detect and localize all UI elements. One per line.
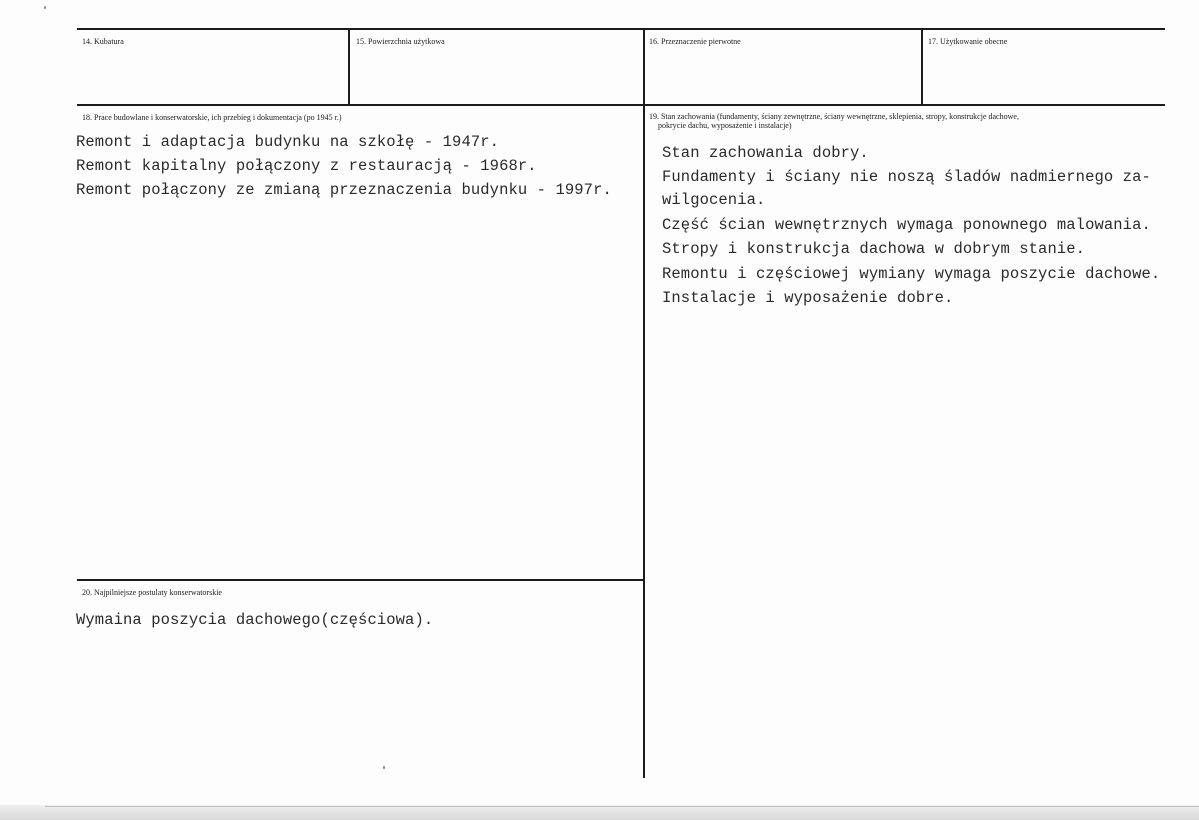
field-19-line: Remontu i częściowej wymiany wymaga poszycie dachowe. [662, 265, 1161, 283]
paper-edge [0, 805, 1199, 820]
field-19-label-line2: pokrycie dachu, wyposażenie i instalacje) [658, 121, 792, 130]
field-16-label: 16. Przeznaczenie pierwotne [649, 37, 741, 46]
field-19-line: Instalacje i wyposażenie dobre. [662, 289, 954, 307]
field-19-line: Fundamenty i ściany nie noszą śladów nadmiernego za- [662, 168, 1151, 186]
field-19-line: wilgocenia. [662, 191, 766, 209]
field-18-label: 18. Prace budowlane i konserwatorskie, ich przebieg i dokumentacja (po 1945 r.) [82, 113, 342, 122]
field-19-line: Stropy i konstrukcja dachowa w dobrym stanie. [662, 240, 1086, 258]
scan-speck [383, 766, 385, 769]
field-18-line: Remont kapitalny połączony z restauracją - 1968r. [76, 157, 537, 175]
field-15-label: 15. Powierzchnia użytkowa [356, 37, 445, 46]
paper-edge-line [45, 806, 1199, 807]
field-18-line: Remont i adaptacja budynku na szkołę - 1947r. [76, 133, 500, 151]
field-19-line: Część ścian wewnętrznych wymaga ponownego malowania. [662, 216, 1151, 234]
field-18-line: Remont połączony ze zmianą przeznaczenia budynku - 1997r. [76, 181, 612, 199]
scan-speck [44, 6, 46, 9]
col-divider-16-17 [921, 28, 923, 106]
field-19-line: Stan zachowania dobry. [662, 144, 869, 162]
row-divider-1 [77, 104, 1165, 106]
field-20-label: 20. Najpilniejsze postulaty konserwatorskie [82, 588, 222, 597]
field-20-line: Wymaina poszycia dachowego(częściowa). [76, 611, 434, 629]
top-border [77, 28, 1165, 30]
col-divider-main [643, 28, 645, 778]
field-19-label-line1: 19. Stan zachowania (fundamenty, ściany zewnętrzne, ściany wewnętrzne, sklepienia, stropy, konstrukcje dachowe, [649, 112, 1019, 121]
col-divider-14-15 [348, 28, 350, 106]
field-14-label: 14. Kubatura [82, 37, 124, 46]
row-divider-18-20 [77, 579, 645, 581]
field-17-label: 17. Użytkowanie obecne [928, 37, 1008, 46]
